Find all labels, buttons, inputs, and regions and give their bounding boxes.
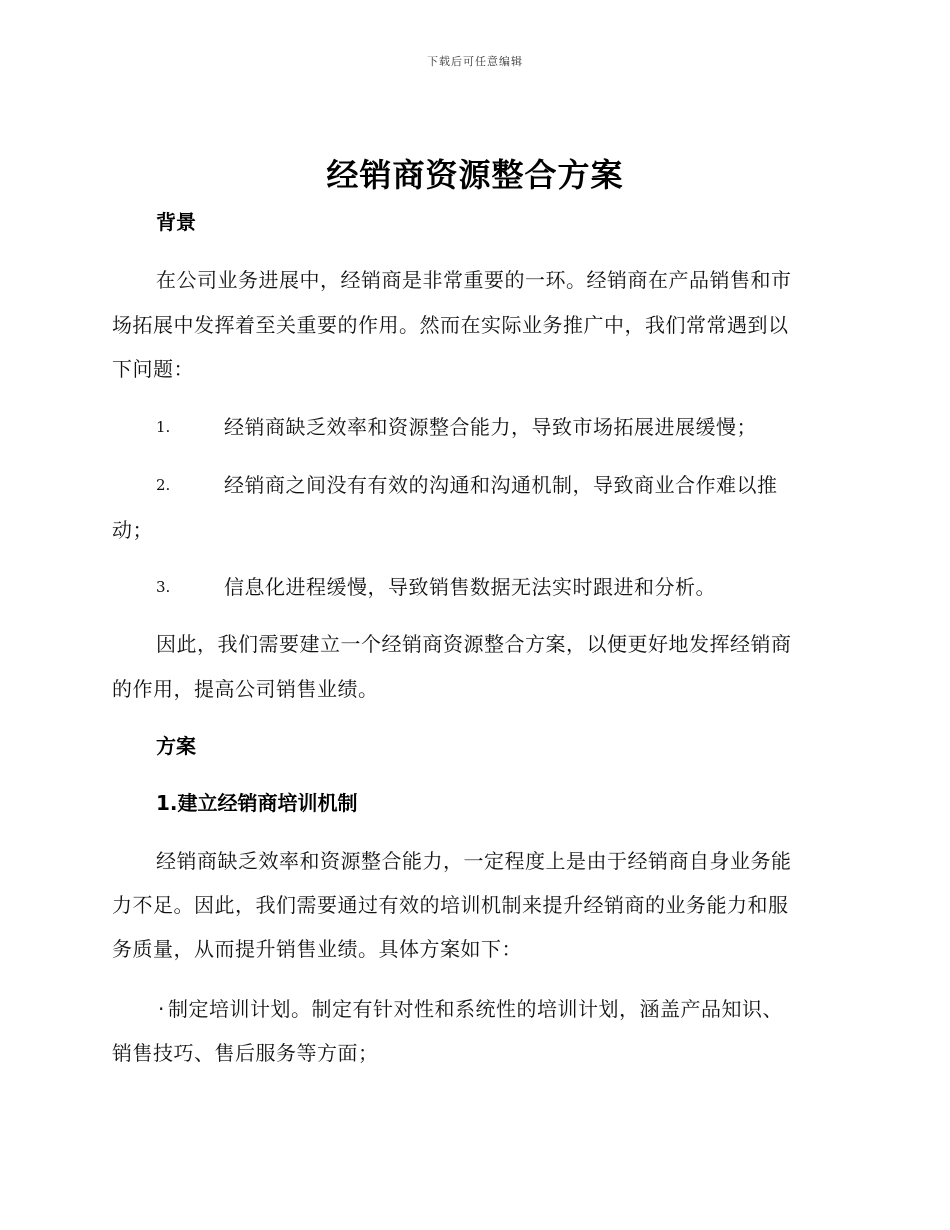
issue-text-1: 经销商缺乏效率和资源整合能力，导致市场拓展进展缓慢； [224,415,757,439]
issue-text-2: 经销商之间没有有效的沟通和沟通机制，导致商业合作难以推 [224,473,778,497]
issue-number-1: 1. [156,418,171,436]
conclusion-line-2: 的作用，提高公司销售业绩。 [112,677,379,701]
intro-line-1: 在公司业务进展中，经销商是非常重要的一环。经销商在产品销售和市 [156,268,792,292]
plan-para-line-1: 经销商缺乏效率和资源整合能力，一定程度上是由于经销商自身业务能 [156,849,792,873]
header-note: 下载后可任意编辑 [427,55,523,68]
issue-number-3: 3. [156,578,171,596]
intro-line-2: 场拓展中发挥着至关重要的作用。然而在实际业务推广中，我们常常遇到以 [112,313,789,337]
plan-para-line-2: 力不足。因此，我们需要通过有效的培训机制来提升经销商的业务能力和服 [112,893,789,917]
page-title: 经销商资源整合方案 [326,156,624,194]
plan-para-line-3: 务质量，从而提升销售业绩。具体方案如下： [112,937,522,961]
conclusion-line-1: 因此，我们需要建立一个经销商资源整合方案，以便更好地发挥经销商 [156,632,792,656]
issue-text-3: 信息化进程缓慢，导致销售数据无法实时跟进和分析。 [224,575,716,599]
issue-text-2-continued: 动； [112,518,153,542]
intro-line-3: 下问题： [112,357,194,381]
section-heading-background: 背景 [156,210,196,234]
section-heading-plan: 方案 [156,734,196,758]
bullet-text-line-2: 销售技巧、售后服务等方面； [112,1041,379,1065]
bullet-dot: · [158,997,165,1021]
issue-number-2: 2. [156,476,171,494]
bullet-text-line-1: 制定培训计划。制定有针对性和系统性的培训计划，涵盖产品知识、 [168,997,783,1021]
subheading-training: 1.建立经销商培训机制 [156,791,358,815]
